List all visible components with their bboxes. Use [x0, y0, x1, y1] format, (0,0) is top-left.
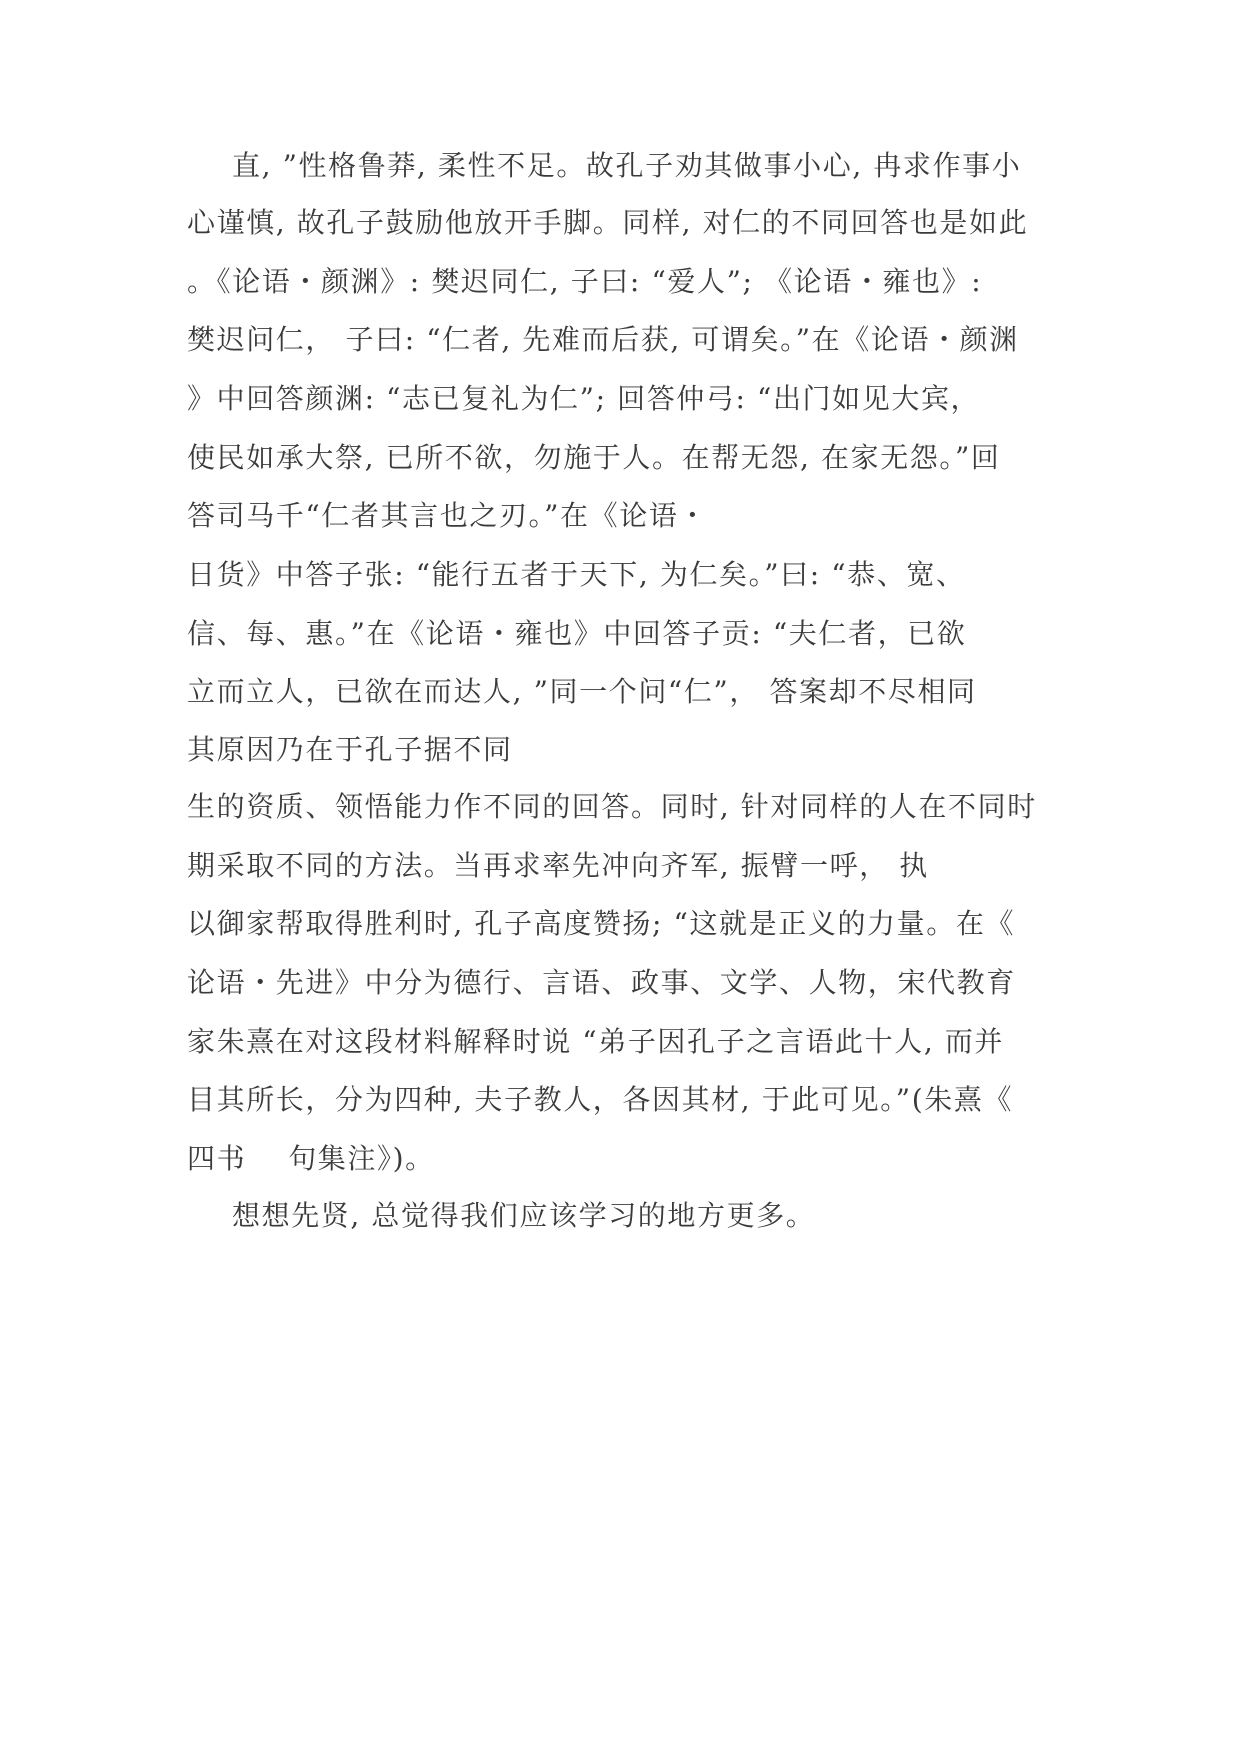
- text-line: 以御家帮取得胜利时, 孔子高度赞扬; “这就是正义的力量。在《: [187, 907, 1016, 940]
- text-line: 答司马千“仁者其言也之刃。”在《论语・: [187, 499, 709, 532]
- text-line: 家朱熹在对这段材料解释时说 “弟子因孔子之言语此十人, 而并: [187, 1025, 1005, 1058]
- text-line: 心谨慎, 故孔子鼓励他放开手脚。同样, 对仁的不同回答也是如此: [187, 206, 1029, 239]
- text-line: 目其所长，分为四种, 夫子教人，各因其材, 于此可见。”(朱熹《: [187, 1083, 1014, 1116]
- text-line: 论语・先进》中分为德行、言语、政事、文学、人物，宋代教育: [187, 966, 1016, 999]
- text-line: 樊迟问仁， 子曰: “仁者, 先难而后获, 可谓矣。”在《论语・颜渊: [187, 323, 1019, 356]
- text-line: 想想先贤, 总觉得我们应该学习的地方更多。: [232, 1199, 816, 1232]
- text-line: 使民如承大祭, 已所不欲，勿施于人。在帮无怨, 在家无怨。”回: [187, 441, 1001, 474]
- text-line: 。《论语・颜渊》: 樊迟同仁, 子曰: “爱人”; 《论语・雍也》:: [187, 265, 983, 298]
- text-line: 四书 句集注》)。: [187, 1142, 435, 1175]
- text-line: 》中回答颜渊: “志已复礼为仁”; 回答仲弓: “出门如见大宾，: [187, 382, 981, 415]
- text-line: 生的资质、领悟能力作不同的回答。同时, 针对同样的人在不同时: [187, 790, 1037, 823]
- text-line: 立而立人，已欲在而达人, ”同一个问“仁”， 答案却不尽相同: [187, 675, 977, 708]
- text-line: 直, ”性格鲁莽, 柔性不足。故孔子劝其做事小心, 冉求作事小: [232, 149, 1022, 182]
- text-line: 信、每、惠。”在《论语・雍也》中回答子贡: “夫仁者，已欲: [187, 617, 967, 650]
- text-line: 日货》中答子张: “能行五者于天下, 为仁矣。”曰: “恭、宽、: [187, 558, 966, 591]
- text-line: 其原因乃在于孔子据不同: [187, 733, 513, 766]
- text-line: 期采取不同的方法。当再求率先冲向齐军, 振臂一呼， 执: [187, 849, 929, 882]
